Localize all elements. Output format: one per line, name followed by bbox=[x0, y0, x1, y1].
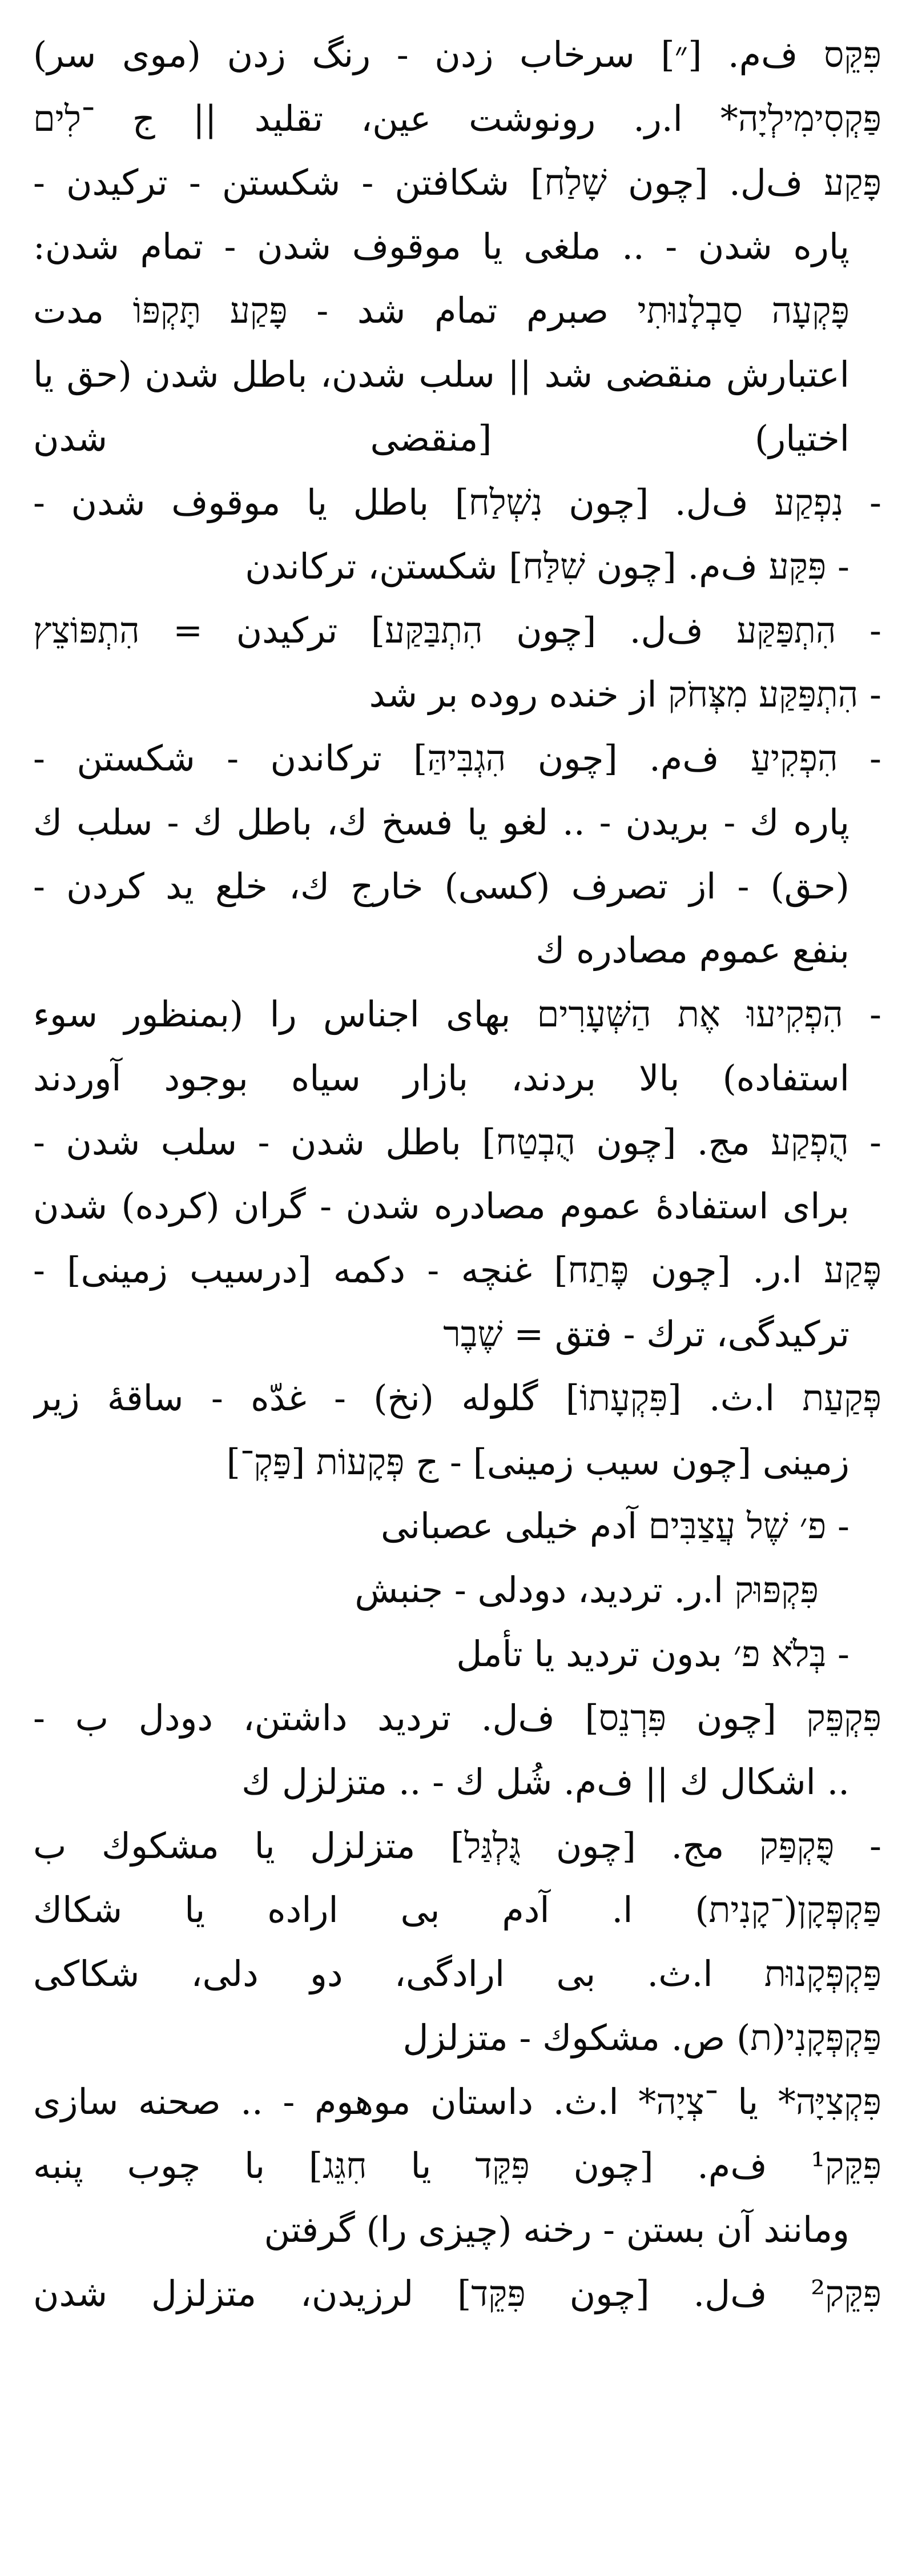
entry-line: زمینی [چون سیب زمینی] - ج פְּקָעוֹת [פַּקְ־] bbox=[226, 1441, 849, 1483]
entry-line: פַּקְסִימִילְיָה* ا.ر. رونوشت عین، تقلید || ج ־לִים bbox=[33, 98, 881, 139]
entry-line: פַּקְפְּקָן(־קָנִית) ا. آدم بی اراده یا شكاك bbox=[33, 1889, 881, 1931]
entry-line: פִּקֵּק¹ ف‌م. [چون פִּקֵּד یا חִגֵּג] با چوب پنبه bbox=[33, 2145, 881, 2186]
entry-line: (حق) - از تصرف (كسی) خارج ك، خلع ید كردن - bbox=[33, 865, 849, 907]
entry-hufka bbox=[33, 1110, 881, 1238]
entry-peka bbox=[33, 1238, 881, 1366]
entry-hifkia bbox=[33, 727, 881, 982]
entry-pikpek bbox=[33, 1686, 881, 1814]
entry-line: פֶּקַע ا.ر. [چون פֶּתַח] غنچه - دكمه [درسیب زمینی] - bbox=[33, 1249, 881, 1291]
entry-pakpekani bbox=[33, 2006, 881, 2070]
entry-p-shel-atzabim bbox=[33, 1494, 881, 1558]
entry-pakaa bbox=[33, 151, 881, 471]
entry-fiktzia bbox=[33, 2070, 881, 2134]
entry-line: פָּקַע ف‌ل. [چون שָׁלַח] شكافتن - شكستن - تركيدن - bbox=[33, 162, 881, 203]
entry-line: פִּקֵּק² ف‌ل. [چون פִּקֵּד] لرزیدن، متزلزل شدن bbox=[33, 2273, 881, 2314]
entry-line: ومانند آن بستن - رخنه (چیزی را) گرفتن bbox=[264, 2209, 849, 2250]
entry-line: פָּקְעָה סַבְלָנוּתִי صبرم تمام شد - פָּקַע תָּקְפּוֹ مدت bbox=[33, 290, 849, 331]
entry-line: - הֻפְקַע مج. [چون הֻבְטַח] باطل شدن - سلب شدن - bbox=[33, 1121, 881, 1163]
entry-faksimilia bbox=[33, 87, 881, 151]
entry-line: پاره ك - بریدن - .. لغو یا فسخ ك، باطل ك - سلب ك bbox=[33, 801, 849, 843]
entry-line: برای استفادهٔ عموم مصادره شدن - گران (كرده) شدن bbox=[33, 1185, 849, 1227]
entry-pikek-1 bbox=[33, 2134, 881, 2262]
entry-pika bbox=[33, 535, 881, 599]
entry-hitpaka-mitzchok bbox=[33, 663, 881, 727]
entry-line: پاره شدن - .. ملغی یا موقوف شدن - تمام شدن: bbox=[33, 226, 849, 267]
entry-line: - הִתְפַּקַּע ف‌ل. [چون הִתְבַּקַּע] تركیدن = הִתְפּוֹצֵץ bbox=[33, 609, 881, 651]
entry-line: פִּקְצִיָּה* یا ־צְיָה* ا.ث. داستان موهوم - .. صحنه سازی bbox=[33, 2081, 881, 2122]
entry-line: اختیار) [منقضی شدن bbox=[33, 418, 849, 459]
entry-line: פִּקְפּוּק ا.ر. تردید، دودلی - جنبش bbox=[355, 1569, 819, 1611]
entry-pukpak bbox=[33, 1814, 881, 1878]
entry-line: بنفع عموم مصادره ك bbox=[536, 929, 849, 971]
entry-line: تركیدگی، ترك - فتق = שֶׁבֶר bbox=[443, 1313, 849, 1355]
entry-line: - פֻּקְפַּק مج. [چون גֻּלְגַּל] متزلزل یا مشكوك ب bbox=[33, 1825, 881, 1867]
entry-line: פַּקְפְּקָנִי(ת) ص. مشكوك - متزلزل bbox=[402, 2017, 881, 2059]
entry-line: פַּקְפְּקָנוּת ا.ث. بی ارادگی، دو دلی، شكاكی bbox=[33, 1953, 881, 1995]
entry-line: - פִּקַּע ف‌م. [چون שִׁלַּח] شكستن، تركاندن bbox=[245, 545, 849, 587]
entry-pakpekan bbox=[33, 1878, 881, 1942]
entry-line: - בְּלֹא פ׳ بدون تردید یا تأمل bbox=[456, 1633, 849, 1675]
entry-belo-p bbox=[33, 1622, 881, 1686]
entry-pikek-2 bbox=[33, 2262, 881, 2326]
entry-line: - נִפְקַע ف‌ل. [چون נִשְׁלַח] باطل یا موقوف شدن - bbox=[33, 482, 881, 523]
entry-line: פִּקְפֵּק [چون פִּרְנֵס] ف‌ل. تردید داشتن، دودل ب - bbox=[33, 1697, 881, 1739]
entry-hitpaka bbox=[33, 599, 881, 663]
entry-hifkiu-shearim bbox=[33, 982, 881, 1110]
entry-line: - הִתְפַּקַּע מִצְּחֹק از خنده روده بر شد bbox=[369, 673, 881, 715]
entry-pikes bbox=[33, 23, 881, 87]
entry-line: - הִפְקִיעוּ אֶת הַשְּׁעָרִים بهای اجناس را (بمنظور سوء bbox=[33, 993, 881, 1035]
entry-line: اعتبارش منقضی شد || سلب شدن، باطل شدن (حق یا bbox=[33, 354, 849, 395]
entry-line: - פ׳ שֶׁל עֲצַבִּים آدم خیلی عصبانی bbox=[380, 1505, 849, 1547]
entry-pkaat bbox=[33, 1366, 881, 1494]
entry-line: استفاده) بالا بردند، بازار سیاه بوجود آوردند bbox=[33, 1057, 849, 1099]
entry-pikpuk bbox=[33, 1558, 881, 1622]
entry-line: פִּקֵּס ف‌م. [״] سرخاب زدن - رنگ زدن (موی سر) bbox=[33, 34, 881, 75]
entry-line: - הִפְקִיעַ ف‌م. [چون הִגְבִּיהַּ] تركاندن - شكستن - bbox=[33, 737, 881, 779]
entry-line: פְּקַעַת ا.ث. [פִּקְעָתוֹ] گلوله (نخ) - غدّه - ساقهٔ زیر bbox=[33, 1377, 881, 1419]
entry-nifka bbox=[33, 471, 881, 535]
entry-line: .. اشكال ك || ف‌م. شُل ك - .. متزلزل ك bbox=[241, 1761, 849, 1803]
entry-pakpekanut bbox=[33, 1942, 881, 2006]
